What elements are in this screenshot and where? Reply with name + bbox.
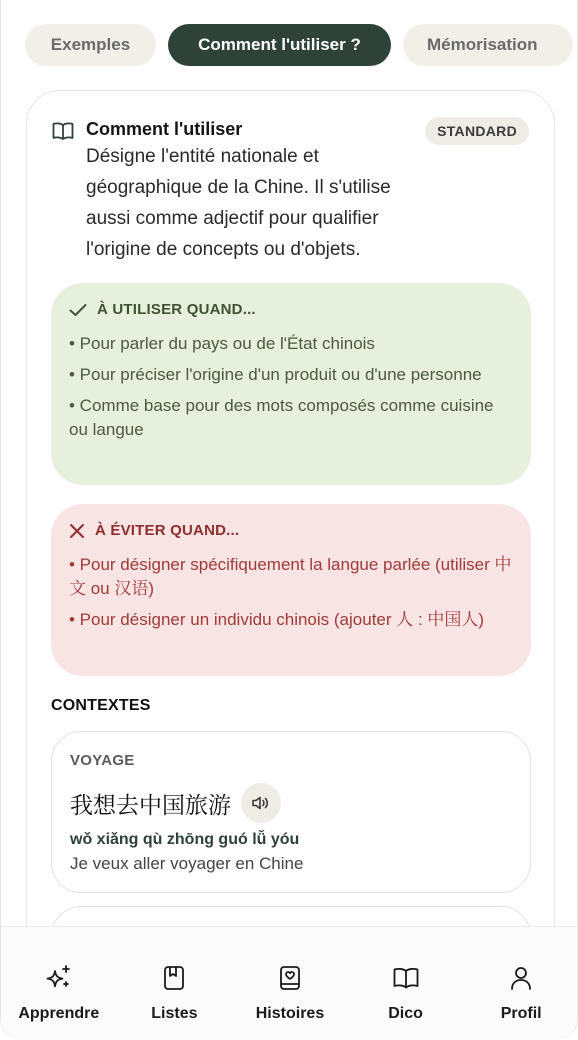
- open-book-icon: [52, 121, 74, 141]
- cross-icon: [69, 523, 85, 539]
- list-item: • Comme base pour des mots composés comme cuisine ou langue: [69, 396, 494, 439]
- tab-comment-utiliser[interactable]: Comment l'utiliser ?: [168, 24, 391, 66]
- avoid-when-box: [51, 504, 531, 676]
- avoid-when-heading: À ÉVITER QUAND...: [95, 522, 240, 539]
- use-when-header: [69, 301, 513, 318]
- avoid-when-header: [69, 522, 513, 539]
- nav-item-profil[interactable]: [463, 927, 578, 1040]
- context-pinyin: wǒ xiǎng qù zhōng guó lǚ yóu: [70, 831, 300, 848]
- bookmark-icon: [159, 963, 189, 993]
- nav-label: Profil: [500, 1005, 542, 1022]
- usage-description: Désigne l'entité nationale et géographique de la Chine. Il s'utilise aussi comme adjectif pour qualifier l'origine de concepts ou d'objets.: [86, 146, 391, 260]
- usage-card: [26, 90, 555, 970]
- list-item: • Pour parler du pays ou de l'État chinois: [69, 334, 375, 353]
- usage-title: Comment l'utiliser: [86, 119, 243, 139]
- list-item: • Pour désigner un individu chinois (ajouter 人 : 中国人): [69, 610, 485, 629]
- open-book-icon: [391, 963, 421, 993]
- nav-label: Histoires: [255, 1005, 325, 1022]
- section-tabs: [25, 24, 577, 66]
- context-label: VOYAGE: [70, 752, 135, 769]
- context-hanzi: 我想去中国旅游: [70, 792, 231, 819]
- nav-item-histoires[interactable]: [232, 927, 348, 1040]
- avoid-when-list: [69, 553, 513, 632]
- check-icon: [69, 303, 87, 317]
- use-when-box: [51, 283, 531, 485]
- nav-item-apprendre[interactable]: [1, 927, 117, 1040]
- contexts-title: CONTEXTES: [51, 697, 151, 714]
- nav-label: Dico: [388, 1005, 423, 1022]
- list-item: • Pour préciser l'origine d'un produit ou d'une personne: [69, 365, 482, 384]
- context-translation: Je veux aller voyager en Chine: [70, 854, 304, 873]
- nav-label: Listes: [151, 1005, 198, 1022]
- heart-book-icon: [275, 963, 305, 993]
- sparkles-icon: [44, 963, 74, 993]
- nav-item-listes[interactable]: [117, 927, 233, 1040]
- nav-item-dico[interactable]: [348, 927, 464, 1040]
- user-icon: [506, 963, 536, 993]
- register-badge: STANDARD: [425, 117, 529, 145]
- list-item: • Pour désigner spécifiquement la langue parlée (utiliser 中文 ou 汉语): [69, 555, 512, 598]
- play-audio-button[interactable]: [241, 783, 281, 823]
- context-sentence-row: [70, 783, 512, 823]
- bottom-nav: [1, 926, 578, 1040]
- nav-label: Apprendre: [18, 1005, 100, 1022]
- context-card: [51, 731, 531, 893]
- speaker-icon: [251, 795, 271, 811]
- tab-memorisation[interactable]: Mémorisation: [403, 24, 573, 66]
- use-when-heading: À UTILISER QUAND...: [97, 301, 256, 318]
- use-when-list: [69, 332, 513, 442]
- tab-exemples[interactable]: Exemples: [25, 24, 156, 66]
